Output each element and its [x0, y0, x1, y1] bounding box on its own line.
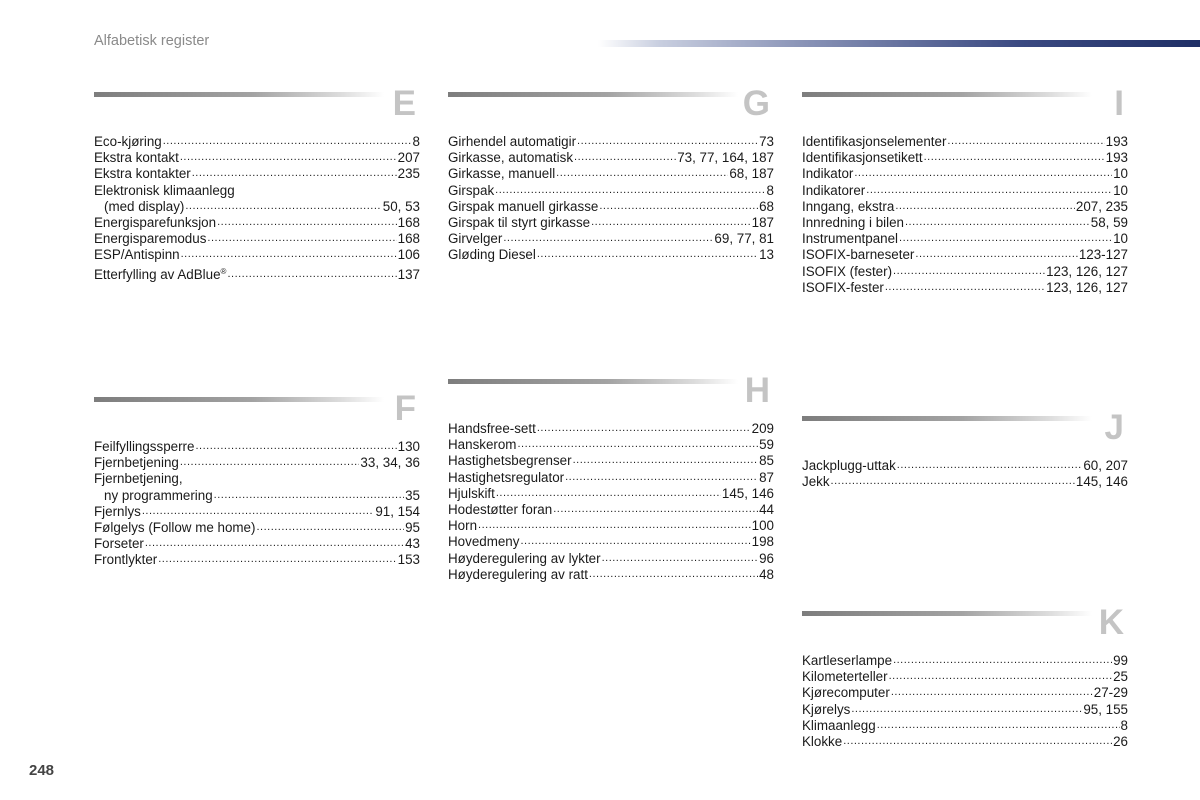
entry-page-ref: 10	[1113, 166, 1128, 182]
entry-label-text: Identifikasjonsetikett	[802, 150, 923, 166]
dot-leader	[537, 245, 758, 262]
entry-page-ref: 26	[1113, 733, 1128, 749]
entry-label-text: Følgelys (Follow me home)	[94, 519, 256, 535]
entry-label-text: Innredning i bilen	[802, 214, 904, 230]
dot-leader	[565, 468, 758, 485]
index-section-e	[94, 84, 420, 282]
dot-leader	[895, 197, 1075, 214]
dot-leader	[145, 534, 404, 551]
entry-page-ref: 193	[1105, 134, 1128, 149]
dot-leader	[885, 278, 1045, 295]
section-letter: G	[742, 84, 770, 123]
dot-leader	[207, 229, 396, 246]
entry-page-ref: 59	[759, 437, 774, 453]
registered-mark: ®	[220, 266, 227, 276]
entry-label-text: Fjernlys	[94, 503, 141, 519]
entry-label	[94, 264, 226, 283]
entry-label-text: Girvelger	[448, 231, 503, 247]
dot-leader	[589, 565, 758, 582]
entry-label	[802, 474, 830, 490]
index-entry	[94, 552, 420, 568]
dot-leader	[180, 453, 360, 470]
entry-page-ref: 58, 59	[1090, 214, 1128, 230]
dot-leader	[897, 456, 1083, 473]
dot-leader	[496, 484, 721, 501]
entry-label	[94, 455, 179, 471]
entry-label-text: Ekstra kontakt	[94, 150, 179, 166]
entry-page-ref: 10	[1113, 231, 1128, 247]
section-letter: K	[1098, 603, 1124, 642]
entry-list	[802, 653, 1128, 750]
entry-page-ref: 68	[759, 198, 774, 214]
section-divider-bar	[448, 379, 738, 384]
page-number: 248	[29, 762, 55, 779]
entry-label	[802, 199, 894, 215]
entry-label-text: ISOFIX (fester)	[802, 263, 893, 279]
dot-leader	[537, 419, 751, 436]
index-section-f	[94, 389, 420, 569]
entry-page-ref: 87	[759, 469, 774, 485]
entry-label	[448, 534, 519, 550]
entry-label	[94, 150, 179, 166]
entry-label-text: Klimaanlegg	[802, 717, 876, 733]
dot-leader	[915, 245, 1077, 262]
entry-page-ref: 50, 53	[382, 198, 420, 214]
index-section-i	[802, 84, 1128, 296]
section-letter: H	[744, 371, 770, 410]
entry-page-ref: 95	[405, 519, 420, 535]
entry-page-ref: 35	[405, 487, 420, 503]
entry-label	[802, 702, 850, 718]
entry-label	[802, 653, 892, 669]
entry-label-text: Ekstra kontakter	[94, 166, 191, 182]
section-header	[94, 389, 420, 439]
dot-leader	[217, 213, 397, 230]
entry-list	[94, 134, 420, 280]
entry-list	[448, 421, 774, 583]
entry-label-text: Høyderegulering av lykter	[448, 550, 601, 566]
entry-label-text: Girhendel automatigir	[448, 134, 577, 149]
dot-leader	[573, 451, 759, 468]
entry-page-ref: 235	[397, 166, 420, 182]
entry-label-text: Energisparemodus	[94, 231, 207, 247]
entry-label-text: Girkasse, manuell	[448, 166, 556, 182]
entry-label	[94, 504, 141, 520]
entry-page-ref: 123, 126, 127	[1046, 263, 1128, 279]
entry-label-text: Hjulskift	[448, 485, 495, 501]
entry-label	[802, 215, 904, 231]
header-decorative-bar	[598, 40, 1200, 47]
section-header	[448, 84, 774, 134]
entry-page-ref: 168	[397, 214, 420, 230]
entry-label-text: Girspak til styrt girkasse	[448, 214, 591, 230]
entry-label	[802, 280, 884, 296]
section-divider-bar	[448, 92, 738, 97]
dot-leader	[517, 435, 758, 452]
index-section-k	[802, 603, 1128, 750]
entry-label-text: Elektronisk klimaanlegg	[94, 182, 235, 198]
entry-label-text: Instrumentpanel	[802, 231, 899, 247]
dot-leader	[843, 732, 1112, 749]
section-header	[448, 371, 774, 421]
entry-label	[448, 231, 502, 247]
entry-list	[802, 134, 1128, 296]
dot-leader	[891, 683, 1093, 700]
dot-leader	[602, 549, 759, 566]
entry-page-ref: 123-127	[1078, 247, 1128, 263]
index-entry	[448, 247, 774, 263]
dot-leader	[495, 181, 765, 198]
entry-label-text: Indikatorer	[802, 182, 866, 198]
entry-page-ref: 100	[751, 518, 774, 534]
entry-list	[94, 439, 420, 569]
section-letter: F	[394, 389, 416, 428]
dot-leader	[831, 472, 1075, 489]
entry-page-ref: 44	[759, 501, 774, 517]
entry-label-text: Hodestøtter foran	[448, 501, 553, 517]
entry-label	[448, 453, 572, 469]
index-entry	[94, 247, 420, 263]
entry-label-text: (med display)	[104, 198, 185, 214]
section-header	[802, 603, 1128, 653]
entry-label-text: Kartleserlampe	[802, 653, 893, 668]
dot-leader	[854, 164, 1112, 181]
dot-leader	[503, 229, 713, 246]
entry-label	[94, 247, 180, 263]
entry-label	[448, 183, 494, 199]
entry-list	[448, 134, 774, 264]
dot-leader	[185, 197, 381, 214]
dot-leader	[924, 148, 1105, 165]
dot-leader	[180, 148, 397, 165]
entry-page-ref: 33, 34, 36	[360, 455, 420, 471]
entry-label	[448, 551, 601, 567]
entry-label	[802, 183, 865, 199]
entry-page-ref: 69, 77, 81	[714, 231, 774, 247]
entry-label-text: ESP/Antispinn	[94, 247, 180, 263]
entry-label	[448, 199, 598, 215]
entry-label	[448, 134, 576, 150]
index-entry	[94, 264, 420, 280]
index-section-h	[448, 371, 774, 583]
entry-label-text: ISOFIX-fester	[802, 279, 884, 295]
entry-page-ref: 13	[759, 247, 774, 263]
entry-label-text: Hastighetsregulator	[448, 469, 565, 485]
entry-label-text: Eco-kjøring	[94, 134, 162, 149]
index-entry	[802, 734, 1128, 750]
entry-page-ref: 95, 155	[1083, 701, 1128, 717]
entry-label-text: Jekk	[802, 474, 830, 490]
entry-page-ref: 130	[397, 439, 420, 454]
dot-leader	[553, 500, 758, 517]
entry-label-text: Girkasse, automatisk	[448, 150, 574, 166]
entry-label	[448, 486, 495, 502]
entry-label	[104, 199, 184, 215]
dot-leader	[478, 516, 751, 533]
entry-page-ref: 207, 235	[1075, 198, 1128, 214]
entry-label-text: Inngang, ekstra	[802, 198, 895, 214]
entry-page-ref: 43	[405, 536, 420, 552]
entry-label-text: Gløding Diesel	[448, 247, 536, 263]
index-entry	[802, 280, 1128, 296]
dot-leader	[893, 262, 1045, 279]
entry-label-text: Feilfyllingssperre	[94, 439, 195, 454]
dot-leader	[947, 132, 1104, 149]
dot-leader	[158, 550, 396, 567]
entry-label	[448, 518, 477, 534]
entry-label	[448, 437, 516, 453]
entry-page-ref: 68, 187	[729, 166, 774, 182]
dot-leader	[163, 132, 412, 149]
entry-label-text: Frontlykter	[94, 552, 158, 568]
dot-leader	[192, 164, 397, 181]
dot-leader	[893, 651, 1112, 668]
entry-page-ref: 99	[1113, 653, 1128, 668]
entry-page-ref: 145, 146	[721, 485, 774, 501]
entry-page-ref: 137	[397, 266, 420, 282]
dot-leader	[142, 502, 374, 519]
entry-label-text: Hanskerom	[448, 437, 517, 453]
index-entry	[448, 567, 774, 583]
page-header-title: Alfabetisk register	[94, 33, 210, 49]
entry-list	[802, 458, 1128, 490]
entry-label	[448, 247, 536, 263]
entry-label	[94, 166, 191, 182]
entry-page-ref: 85	[759, 453, 774, 469]
entry-label	[802, 264, 892, 280]
dot-leader	[256, 518, 404, 535]
entry-page-ref: 73	[759, 134, 774, 149]
dot-leader	[577, 132, 758, 149]
entry-label-text: Energisparefunksjon	[94, 214, 217, 230]
entry-label	[94, 552, 157, 568]
entry-page-ref: 8	[766, 182, 774, 198]
entry-page-ref: 209	[751, 421, 774, 436]
entry-label-text: Kilometerteller	[802, 669, 888, 685]
entry-page-ref: 25	[1113, 669, 1128, 685]
section-letter: E	[392, 84, 416, 123]
entry-label-text: ISOFIX-barneseter	[802, 247, 915, 263]
entry-label	[802, 734, 842, 750]
entry-label	[448, 150, 573, 166]
entry-page-ref: 8	[1120, 717, 1128, 733]
entry-page-ref: 207	[397, 150, 420, 166]
section-divider-bar	[802, 416, 1092, 421]
entry-label-text: Jackplugg-uttak	[802, 458, 896, 473]
entry-label-text: Horn	[448, 518, 478, 534]
dot-leader	[866, 181, 1112, 198]
entry-page-ref: 73, 77, 164, 187	[677, 150, 774, 166]
dot-leader	[851, 700, 1082, 717]
dot-leader	[877, 716, 1120, 733]
dot-leader	[889, 667, 1113, 684]
entry-page-ref: 27-29	[1093, 685, 1128, 701]
entry-page-ref: 60, 207	[1083, 458, 1128, 473]
entry-label-text: Forseter	[94, 536, 144, 552]
entry-label-text: Etterfylling av AdBlue	[94, 266, 221, 282]
entry-label	[94, 471, 183, 487]
index-section-g	[448, 84, 774, 264]
entry-label-text: Girspak	[448, 182, 495, 198]
entry-label-text: Handsfree-sett	[448, 421, 536, 436]
dot-leader	[574, 148, 676, 165]
entry-page-ref: 198	[751, 534, 774, 550]
entry-label	[94, 536, 144, 552]
entry-page-ref: 123, 126, 127	[1046, 279, 1128, 295]
entry-page-ref: 187	[751, 214, 774, 230]
index-entry	[94, 455, 420, 471]
dot-leader	[195, 437, 396, 454]
dot-leader	[520, 532, 750, 549]
entry-label-text: Fjernbetjening,	[94, 471, 183, 487]
section-header	[802, 84, 1128, 134]
entry-label	[94, 134, 162, 150]
section-divider-bar	[94, 92, 384, 97]
entry-label	[802, 669, 888, 685]
section-letter: J	[1104, 408, 1124, 447]
dot-leader	[214, 486, 404, 503]
entry-label-text: ny programmering	[104, 487, 213, 503]
entry-label-text: Girspak manuell girkasse	[448, 198, 599, 214]
entry-label	[802, 231, 898, 247]
dot-leader	[899, 229, 1112, 246]
dot-leader	[556, 164, 728, 181]
dot-leader	[227, 265, 396, 282]
entry-label-text: Indikator	[802, 166, 854, 182]
entry-page-ref: 8	[412, 134, 420, 149]
dot-leader	[181, 245, 397, 262]
entry-page-ref: 96	[759, 550, 774, 566]
section-divider-bar	[94, 397, 384, 402]
section-divider-bar	[802, 611, 1092, 616]
entry-label-text: Hovedmeny	[448, 534, 520, 550]
entry-label-text: Kjørecomputer	[802, 685, 890, 701]
entry-page-ref: 48	[759, 566, 774, 582]
dot-leader	[591, 213, 751, 230]
entry-page-ref: 153	[397, 552, 420, 568]
entry-label-text: Hastighetsbegrenser	[448, 453, 572, 469]
entry-label-text: Kjørelys	[802, 701, 851, 717]
index-section-j	[802, 408, 1128, 490]
entry-page-ref: 168	[397, 231, 420, 247]
entry-label-text: Identifikasjonselementer	[802, 134, 947, 149]
entry-label	[802, 166, 853, 182]
entry-label	[448, 567, 588, 583]
entry-page-ref: 10	[1113, 182, 1128, 198]
section-header	[802, 408, 1128, 458]
section-header	[94, 84, 420, 134]
index-entry	[94, 166, 420, 182]
section-letter: I	[1114, 84, 1124, 123]
entry-label-text: Klokke	[802, 733, 843, 749]
dot-leader	[905, 213, 1090, 230]
section-divider-bar	[802, 92, 1092, 97]
entry-page-ref: 145, 146	[1075, 474, 1128, 490]
entry-label-text: Høyderegulering av ratt	[448, 566, 588, 582]
entry-page-ref: 91, 154	[375, 503, 420, 519]
entry-page-ref: 106	[397, 247, 420, 263]
entry-label-text: Fjernbetjening	[94, 455, 179, 471]
entry-label	[94, 215, 216, 231]
dot-leader	[599, 197, 758, 214]
entry-page-ref: 193	[1105, 150, 1128, 166]
index-entry	[802, 474, 1128, 490]
